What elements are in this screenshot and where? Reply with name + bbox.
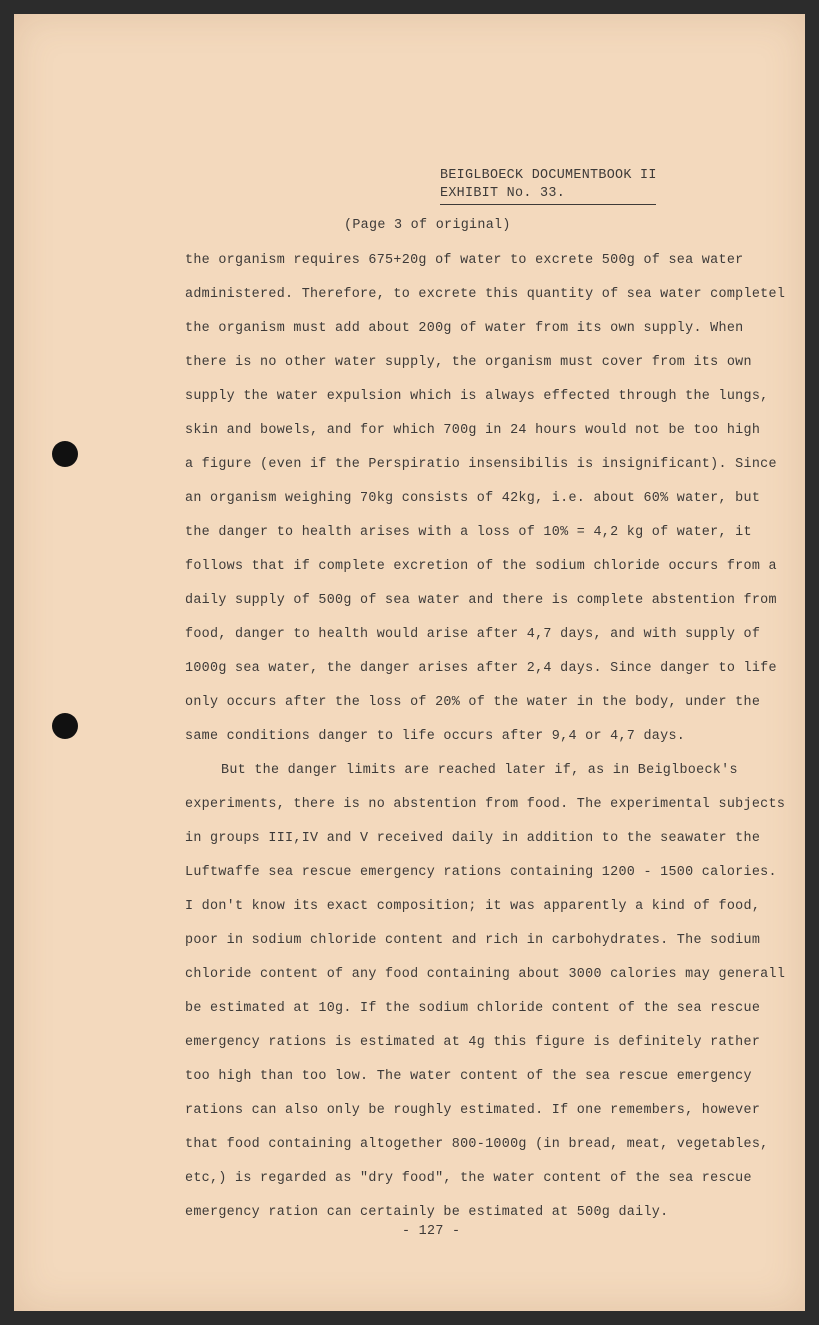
text-line: follows that if complete excretion of the sodium chloride occurs from a [185, 559, 777, 574]
text-line: But the danger limits are reached later if, as in Beiglboeck's [221, 763, 738, 778]
text-line: there is no other water supply, the organism must cover from its own [185, 355, 752, 370]
text-line: chloride content of any food containing about 3000 calories may generall [185, 967, 786, 982]
text-line: be estimated at 10g. If the sodium chloride content of the sea rescue [185, 1001, 761, 1016]
text-line: daily supply of 500g of sea water and there is complete abstention from [185, 593, 777, 608]
header-exhibit-number: EXHIBIT No. 33. [440, 185, 656, 205]
text-line: food, danger to health would arise after 4,7 days, and with supply of [185, 627, 761, 642]
text-line: emergency rations is estimated at 4g this figure is definitely rather [185, 1035, 761, 1050]
text-line: same conditions danger to life occurs after 9,4 or 4,7 days. [185, 729, 686, 744]
page-number: - 127 - [402, 1224, 461, 1239]
body-text [185, 244, 785, 1230]
text-line: rations can also only be roughly estimated. If one remembers, however [185, 1103, 761, 1118]
text-line: that food containing altogether 800-1000g (in bread, meat, vegetables, [185, 1137, 769, 1152]
text-line: the danger to health arises with a loss of 10% = 4,2 kg of water, it [185, 525, 752, 540]
document-header [440, 167, 656, 205]
punch-hole [52, 713, 78, 739]
text-line: I don't know its exact composition; it was apparently a kind of food, [185, 899, 761, 914]
text-line: the organism requires 675+20g of water to excrete 500g of sea water [185, 253, 744, 268]
text-line: administered. Therefore, to excrete this quantity of sea water completel [185, 287, 786, 302]
text-line: only occurs after the loss of 20% of the water in the body, under the [185, 695, 761, 710]
text-line: too high than too low. The water content of the sea rescue emergency [185, 1069, 752, 1084]
text-line: Luftwaffe sea rescue emergency rations containing 1200 - 1500 calories. [185, 865, 777, 880]
document-page [14, 14, 805, 1311]
header-documentbook: BEIGLBOECK DOCUMENTBOOK II [440, 168, 657, 183]
text-line: experiments, there is no abstention from food. The experimental subjects [185, 797, 786, 812]
text-line: the organism must add about 200g of water from its own supply. When [185, 321, 744, 336]
text-line: in groups III,IV and V received daily in addition to the seawater the [185, 831, 761, 846]
text-line: supply the water expulsion which is always effected through the lungs, [185, 389, 769, 404]
text-line: 1000g sea water, the danger arises after 2,4 days. Since danger to life [185, 661, 777, 676]
text-line: an organism weighing 70kg consists of 42kg, i.e. about 60% water, but [185, 491, 761, 506]
text-line: a figure (even if the Perspiratio insensibilis is insignificant). Since [185, 457, 777, 472]
text-line: etc,) is regarded as "dry food", the water content of the sea rescue [185, 1171, 752, 1186]
punch-hole [52, 441, 78, 467]
text-line: emergency ration can certainly be estimated at 500g daily. [185, 1205, 669, 1220]
text-line: skin and bowels, and for which 700g in 24 hours would not be too high [185, 423, 761, 438]
original-page-reference: (Page 3 of original) [344, 218, 511, 233]
text-line: poor in sodium chloride content and rich in carbohydrates. The sodium [185, 933, 761, 948]
